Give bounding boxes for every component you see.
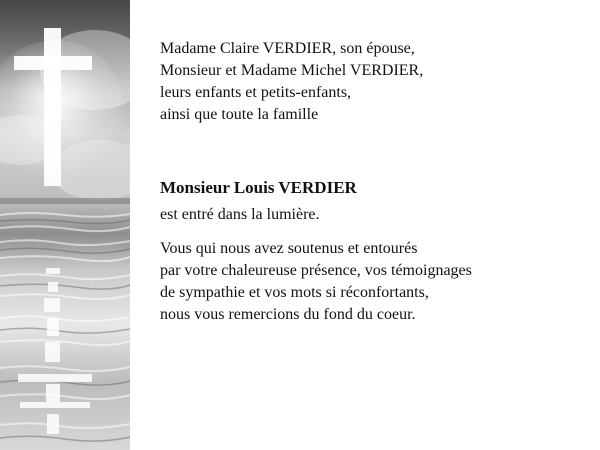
cross-reflection [18, 268, 92, 434]
family-line: ainsi que toute la famille [160, 106, 319, 123]
thanks-line: Vous qui nous avez soutenus et entourés [160, 240, 418, 257]
thanks-line: nous vous remercions du fond du coeur. [160, 306, 416, 323]
deceased-name: Monsieur Louis VERDIER [160, 178, 357, 197]
thanks-message [160, 238, 580, 326]
cross-water-image [0, 0, 130, 450]
family-line: Madame Claire VERDIER, son épouse, [160, 40, 415, 57]
thanks-line: de sympathie et vos mots si réconfortants, [160, 284, 429, 301]
announcement-text [160, 38, 580, 326]
family-line: Monsieur et Madame Michel VERDIER, [160, 62, 424, 79]
cross-reflection-illustration [0, 0, 130, 450]
family-line: leurs enfants et petits-enfants, [160, 84, 352, 101]
entered-light-text: est entré dans la lumière. [160, 206, 320, 223]
family-signatories [160, 38, 580, 126]
thanks-line: par votre chaleureuse présence, vos témoignages [160, 262, 472, 279]
water-ripples [0, 213, 130, 428]
